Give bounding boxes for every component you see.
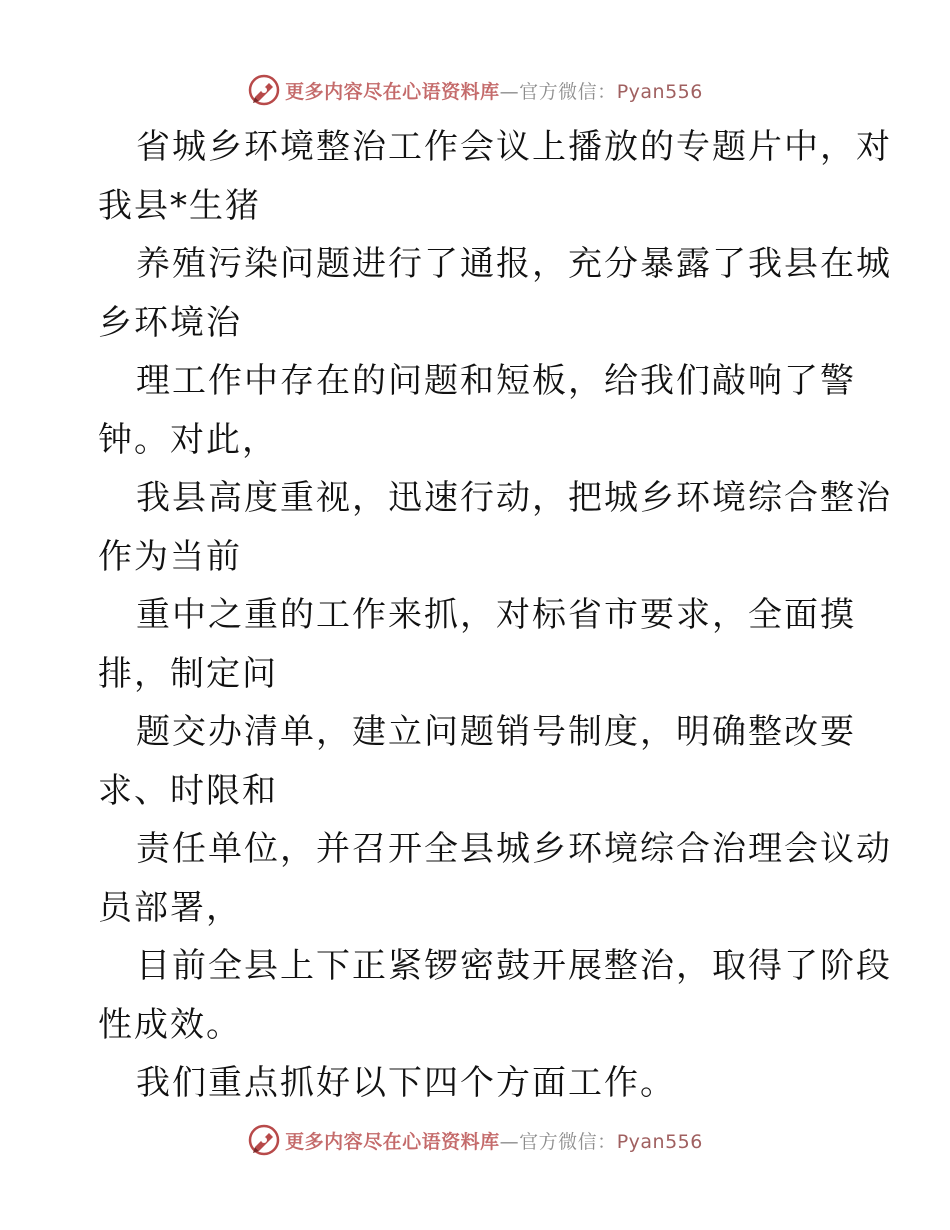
footer-banner-text: 更多内容尽在心语资料库—官方微信：Pyan556 — [285, 1130, 703, 1153]
text-line: 重中之重的工作来抓，对标省市要求，全面摸 — [136, 595, 856, 635]
text-line: 理工作中存在的问题和短板，给我们敲响了警 — [136, 361, 856, 401]
text-line: 员部署， — [98, 887, 242, 928]
text-line: 目前全县上下正紧锣密鼓开展整治，取得了阶段 — [136, 946, 892, 986]
text-line: 题交办清单，建立问题销号制度，明确整改要 — [136, 712, 856, 752]
text-line: 钟。对此， — [98, 419, 278, 460]
header-banner-text: 更多内容尽在心语资料库—官方微信：Pyan556 — [285, 80, 703, 103]
text-line: 求、时限和 — [98, 770, 278, 811]
text-line: 责任单位，并召开全县城乡环境综合治理会议动 — [136, 829, 892, 869]
text-line: 我县*生猪 — [98, 185, 261, 226]
pen-logo-icon — [247, 73, 281, 107]
text-line: 排，制定问 — [98, 653, 278, 694]
text-line: 我们重点抓好以下四个方面工作。 — [136, 1063, 676, 1103]
pen-logo-icon — [247, 1123, 281, 1157]
text-line: 养殖污染问题进行了通报，充分暴露了我县在城 — [136, 244, 892, 284]
text-line: 性成效。 — [98, 1004, 242, 1045]
document-body — [98, 118, 892, 1113]
header-banner — [0, 70, 950, 110]
text-line: 乡环境治 — [98, 302, 242, 343]
text-line: 省城乡环境整治工作会议上播放的专题片中，对 — [136, 127, 892, 167]
text-line: 我县高度重视，迅速行动，把城乡环境综合整治 — [136, 478, 892, 518]
footer-banner — [0, 1120, 950, 1160]
text-line: 作为当前 — [98, 536, 242, 577]
